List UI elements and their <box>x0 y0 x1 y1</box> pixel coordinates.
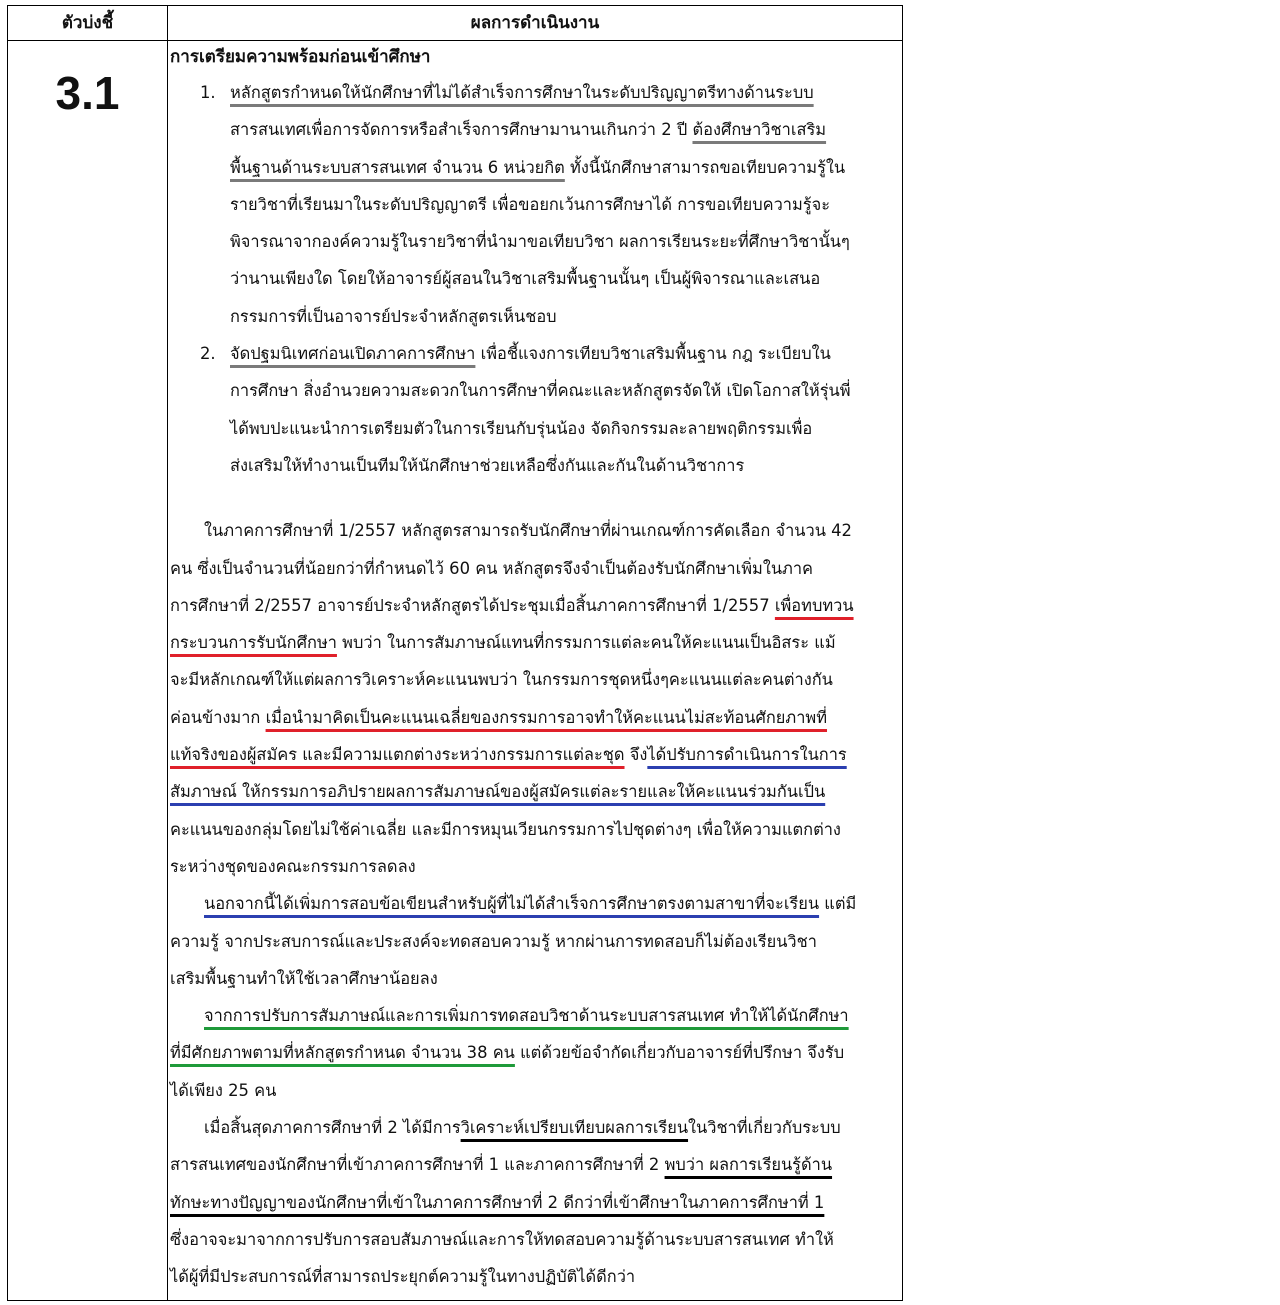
para2-line: ความรู้ จากประสบการณ์และประสงค์จะทดสอบความรู้ หากผ่านการทดสอบก็ไม่ต้องเรียนวิชา <box>170 931 817 951</box>
item2-number: 2. <box>200 344 216 364</box>
highlight-black: พบว่า ผลการเรียนรู้ด้าน <box>664 1155 833 1175</box>
para1-line: ในภาคการศึกษาที่ 1/2557 หลักสูตรสามารถรับนักศึกษาที่ผ่านเกณฑ์การคัดเลือก จำนวน 42 <box>204 521 852 541</box>
highlight-gray: ต้องศึกษาวิชาเสริม <box>692 120 827 140</box>
para2-line: เสริมพื้นฐานทำให้ใช้เวลาศึกษาน้อยลง <box>170 968 438 988</box>
para3-line: ได้เพียง 25 คน <box>170 1080 277 1100</box>
text: แต่ด้วยข้อจำกัดเกี่ยวกับอาจารย์ที่ปรึกษา จึงรับ <box>514 1043 845 1063</box>
para4-line: ได้ผู้ที่มีประสบการณ์ที่สามารถประยุกต์ความรู้ในทางปฏิบัติได้ดีกว่า <box>170 1267 636 1287</box>
item1-line: ว่านานเพียงใด โดยให้อาจารย์ผู้สอนในวิชาเสริมพื้นฐานนั้นๆ เป็นผู้พิจารณาและเสนอ <box>230 269 821 289</box>
highlight-blue: สัมภาษณ์ ให้กรรมการอภิปรายผลการสัมภาษณ์ของผู้สมัครแต่ละรายและให้คะแนนร่วมกันเป็น <box>170 782 826 802</box>
highlight-gray: พื้นฐานด้านระบบสารสนเทศ จำนวน 6 หน่วยกิต <box>230 157 565 177</box>
highlight-blue: นอกจากนี้ได้เพิ่มการสอบข้อเขียนสำหรับผู้ที่ไม่ได้สำเร็จการศึกษาตรงตามสาขาที่จะเรียน <box>204 894 820 914</box>
para2-line <box>170 885 892 922</box>
paragraph-1 <box>170 512 892 885</box>
para4-line: ซึ่งอาจจะมาจากการปรับการสอบสัมภาษณ์และการให้ทดสอบความรู้ด้านระบบสารสนเทศ ทำให้ <box>170 1229 834 1249</box>
para1-line: คน ซึ่งเป็นจำนวนที่น้อยกว่าที่กำหนดไว้ 60 คน หลักสูตรจึงจำเป็นต้องรับนักศึกษาเพิ่มในภาค <box>170 558 814 578</box>
paragraph-3 <box>170 997 892 1109</box>
item2-line: ส่งเสริมให้ทำงานเป็นทีมให้นักศึกษาช่วยเหลือซึ่งกันและกันในด้านวิชาการ <box>230 455 745 475</box>
highlight-green: ที่มีศักยภาพตามที่หลักสูตรกำหนด จำนวน 38 คน <box>170 1043 515 1063</box>
para1-line: คะแนนของกลุ่มโดยไม่ใช้ค่าเฉลี่ย และมีการหมุนเวียนกรรมการไปชุดต่างๆ เพื่อให้ความแตกต่าง <box>170 819 841 839</box>
text: การศึกษาที่ 2/2557 อาจารย์ประจำหลักสูตรได้ประชุมเมื่อสิ้นภาคการศึกษาที่ 1/2557 <box>170 595 775 615</box>
indicator-number: 3.1 <box>55 67 120 119</box>
highlight-red: เพื่อทบทวน <box>774 595 854 615</box>
text: ในวิชาที่เกี่ยวกับระบบ <box>688 1118 841 1138</box>
paragraph-2 <box>170 885 892 997</box>
highlight-blue: ได้ปรับการดำเนินการในการ <box>647 745 847 765</box>
item1-line <box>170 74 892 111</box>
para1-line <box>170 773 892 810</box>
item2-line: ได้พบปะแนะนำการเตรียมตัวในการเรียนกับรุ่นน้อง จัดกิจกรรมละลายพฤติกรรมเพื่อ <box>230 418 813 438</box>
para1-line: จะมีหลักเกณฑ์ให้แต่ผลการวิเคราะห์คะแนนพบว่า ในกรรมการชุดหนึ่งๆคะแนนแต่ละคนต่างกัน <box>170 670 833 690</box>
item1-line <box>170 111 892 148</box>
text: เพื่อชี้แจงการเทียบวิชาเสริมพื้นฐาน กฎ ระเบียบใน <box>475 344 831 364</box>
para3-line <box>170 997 892 1034</box>
text: แต่มี <box>819 894 857 914</box>
text: พบว่า ในการสัมภาษณ์แทนที่กรรมการแต่ละคนให้คะแนนเป็นอิสระ แม้ <box>336 633 836 653</box>
para1-line: ระหว่างชุดของคณะกรรมการลดลง <box>170 856 416 876</box>
highlight-black: ทักษะทางปัญญาของนักศึกษาที่เข้าในภาคการศึกษาที่ 2 ดีกว่าที่เข้าศึกษาในภาคการศึกษาที่ 1 <box>170 1192 825 1212</box>
results-content <box>170 40 892 1296</box>
item2-line <box>170 335 892 372</box>
para4-line <box>170 1109 892 1146</box>
highlight-red: กระบวนการรับนักศึกษา <box>170 633 337 653</box>
list-item-2 <box>170 335 892 484</box>
para1-line <box>170 624 892 661</box>
section-title: การเตรียมความพร้อมก่อนเข้าศึกษา <box>170 47 431 67</box>
para1-line <box>170 587 892 624</box>
text: เมื่อสิ้นสุดภาคการศึกษาที่ 2 ได้มีการ <box>204 1118 461 1138</box>
highlight-gray: จัดปฐมนิเทศก่อนเปิดภาคการศึกษา <box>230 344 476 364</box>
para1-line <box>170 736 892 773</box>
para1-line <box>170 699 892 736</box>
item1-line: พิจารณาจากองค์ความรู้ในรายวิชาที่นำมาขอเทียบวิชา ผลการเรียนระยะที่ศึกษาวิชานั้นๆ <box>230 232 850 252</box>
text: สารสนเทศของนักศึกษาที่เข้าภาคการศึกษาที่ 1 และภาคการศึกษาที่ 2 <box>170 1155 665 1175</box>
column-divider <box>167 6 168 1300</box>
para3-line <box>170 1034 892 1071</box>
spacer <box>170 484 892 512</box>
header-indicator: ตัวบ่งชี้ <box>61 13 114 33</box>
text: ค่อนข้างมาก <box>170 707 266 727</box>
text: สารสนเทศเพื่อการจัดการหรือสำเร็จการศึกษามานานเกินกว่า 2 ปี <box>230 120 693 140</box>
paragraph-4 <box>170 1109 892 1295</box>
para4-line <box>170 1146 892 1183</box>
highlight-red: แท้จริงของผู้สมัคร และมีความแตกต่างระหว่างกรรมการแต่ละชุด <box>170 745 625 765</box>
highlight-gray: หลักสูตรกำหนดให้นักศึกษาที่ไม่ได้สำเร็จการศึกษาในระดับปริญญาตรีทางด้านระบบ <box>230 83 814 102</box>
item1-line: กรรมการที่เป็นอาจารย์ประจำหลักสูตรเห็นชอบ <box>230 306 557 326</box>
text: ทั้งนี้นักศึกษาสามารถขอเทียบความรู้ใน <box>564 157 846 177</box>
highlight-black: วิเคราะห์เปรียบเทียบผลการเรียน <box>460 1118 689 1138</box>
highlight-green: จากการปรับการสัมภาษณ์และการเพิ่มการทดสอบวิชาด้านระบบสารสนเทศ ทำให้ได้นักศึกษา <box>204 1006 849 1026</box>
item1-line: รายวิชาที่เรียนมาในระดับปริญญาตรี เพื่อขอยกเว้นการศึกษาได้ การขอเทียบความรู้จะ <box>230 194 831 214</box>
item1-line <box>170 149 892 186</box>
header-results: ผลการดำเนินงาน <box>470 13 600 33</box>
text: จึง <box>624 745 648 765</box>
item2-line: การศึกษา สิ่งอำนวยความสะดวกในการศึกษาที่คณะและหลักสูตรจัดให้ เปิดโอกาสให้รุ่นพี่ <box>230 381 851 401</box>
highlight-red: เมื่อนำมาคิดเป็นคะแนนเฉลี่ยของกรรมการอาจทำให้คะแนนไม่สะท้อนศักยภาพที่ <box>265 707 828 727</box>
item1-number: 1. <box>200 83 216 102</box>
list-item-1 <box>170 74 892 335</box>
para4-line <box>170 1184 892 1221</box>
